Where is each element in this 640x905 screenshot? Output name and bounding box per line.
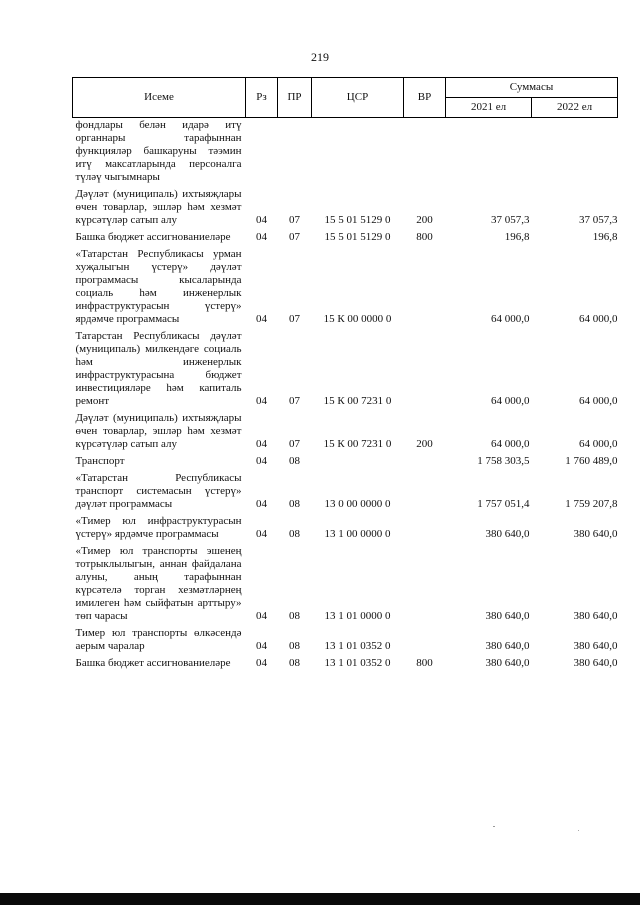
row-vr-cell — [404, 626, 446, 656]
row-rz-cell — [246, 118, 278, 188]
row-vr-cell: 800 — [416, 657, 433, 669]
header-csr: ЦСР — [312, 78, 404, 118]
row-pr-cell: 08 — [289, 498, 300, 510]
row-amount-2022-cell: 37 057,3 — [579, 214, 618, 226]
row-amount-2021-cell: 196,8 — [504, 231, 530, 243]
row-amount-2021-cell: 1 758 303,5 — [477, 455, 530, 467]
row-pr-cell — [278, 118, 312, 188]
row-csr-cell: 13 0 00 0000 0 — [324, 498, 391, 510]
page-number: 219 — [311, 50, 329, 64]
row-csr-cell: 13 1 00 0000 0 — [324, 528, 391, 540]
row-rz-cell: 04 — [256, 640, 267, 652]
table-row — [73, 230, 618, 247]
row-vr-cell: 200 — [416, 438, 433, 450]
row-amount-2022-cell: 64 000,0 — [579, 395, 618, 407]
row-vr-cell — [404, 454, 446, 471]
row-amount-2022-cell: 64 000,0 — [579, 438, 618, 450]
row-vr-cell: 200 — [416, 214, 433, 226]
table-body — [73, 118, 618, 674]
row-amount-2022-cell: 380 640,0 — [573, 657, 618, 669]
row-name-cell: «Татарстан Республикасы транспорт системасын үстерү» дәүләт программасы — [75, 472, 242, 510]
row-name-cell: «Тимер юл транспорты эшенең тотрыклылыгын, аннан файдалана алуны, аның тарафыннан күрсәтелә торган хезмәтләрнең имилеген һәм сыйфатын арттыру» төп чарасы — [75, 545, 242, 622]
table-row — [73, 544, 618, 626]
table-row — [73, 118, 618, 188]
row-vr-cell — [404, 118, 446, 188]
row-rz-cell: 04 — [256, 498, 267, 510]
table-row — [73, 471, 618, 514]
row-amount-2021-cell: 380 640,0 — [485, 528, 530, 540]
row-csr-cell — [312, 118, 404, 188]
row-amount-2022-cell: 196,8 — [592, 231, 618, 243]
row-pr-cell: 07 — [289, 214, 300, 226]
row-name-cell: Транспорт — [75, 455, 125, 467]
table-row — [73, 247, 618, 329]
row-pr-cell: 08 — [289, 657, 300, 669]
row-pr-cell: 07 — [289, 231, 300, 243]
scan-speck — [493, 826, 495, 827]
table-row — [73, 329, 618, 411]
scan-bottom-border — [0, 893, 640, 905]
row-pr-cell: 07 — [289, 395, 300, 407]
row-amount-2021-cell: 64 000,0 — [491, 313, 530, 325]
row-amount-2022-cell: 1 760 489,0 — [565, 455, 618, 467]
row-pr-cell: 08 — [289, 528, 300, 540]
header-year-2021: 2021 ел — [446, 98, 532, 118]
row-amount-2021-cell: 380 640,0 — [485, 640, 530, 652]
row-rz-cell: 04 — [256, 395, 267, 407]
row-name-cell: Башка бюджет ассигнованиеләре — [75, 657, 231, 669]
row-csr-cell: 13 1 01 0352 0 — [324, 640, 391, 652]
row-amount-2022-cell: 380 640,0 — [573, 610, 618, 622]
row-name-cell: Татарстан Республикасы дәүләт (муниципаль) милкендәге социаль һәм инженерлык инфраструктурасына бюджет инвестицияләре һәм капиталь ремонт — [75, 330, 242, 407]
row-vr-cell — [404, 329, 446, 411]
header-sums: Суммасы — [446, 78, 618, 98]
row-csr-cell — [312, 454, 404, 471]
row-amount-2022-cell: 64 000,0 — [579, 313, 618, 325]
header-year-2022: 2022 ел — [532, 98, 618, 118]
row-pr-cell: 07 — [289, 438, 300, 450]
row-vr-cell — [404, 514, 446, 544]
row-csr-cell: 15 5 01 5129 0 — [324, 231, 391, 243]
row-amount-2022-cell: 380 640,0 — [573, 528, 618, 540]
table-row — [73, 656, 618, 673]
row-csr-cell: 15 К 00 7231 0 — [323, 438, 392, 450]
row-vr-cell — [404, 471, 446, 514]
row-csr-cell: 13 1 01 0000 0 — [324, 610, 391, 622]
row-csr-cell: 13 1 01 0352 0 — [324, 657, 391, 669]
row-amount-2021-cell: 380 640,0 — [485, 657, 530, 669]
row-name-cell: Дәүләт (муниципаль) ихтыяҗлары өчен товарлар, эшләр һәм хезмәт күрсәтүләр сатып алу — [75, 188, 242, 226]
table-row — [73, 411, 618, 454]
row-name-cell: «Тимер юл инфраструктурасын үстерү» ярдәмче программасы — [75, 515, 242, 540]
row-amount-2022-cell — [532, 118, 618, 188]
row-rz-cell: 04 — [256, 438, 267, 450]
row-amount-2021-cell: 37 057,3 — [491, 214, 530, 226]
row-rz-cell: 04 — [256, 214, 267, 226]
row-vr-cell — [404, 247, 446, 329]
row-amount-2021-cell: 64 000,0 — [491, 438, 530, 450]
header-vr: ВР — [404, 78, 446, 118]
row-amount-2021-cell: 380 640,0 — [485, 610, 530, 622]
row-rz-cell: 04 — [256, 231, 267, 243]
row-vr-cell: 800 — [416, 231, 433, 243]
row-amount-2021-cell: 64 000,0 — [491, 395, 530, 407]
row-rz-cell: 04 — [256, 657, 267, 669]
row-name-cell: «Татарстан Республикасы урман хуҗалыгын үстерү» дәүләт программасы кысаларында социаль һәм инженерлык инфраструктурасын үстерү» ярдәмче программасы — [75, 248, 242, 325]
table-row — [73, 187, 618, 230]
table-row — [73, 514, 618, 544]
header-name: Исеме — [73, 78, 246, 118]
row-pr-cell: 08 — [289, 640, 300, 652]
header-rz: Рз — [246, 78, 278, 118]
table-header — [73, 78, 618, 118]
row-amount-2022-cell: 1 759 207,8 — [565, 498, 618, 510]
row-csr-cell: 15 5 01 5129 0 — [324, 214, 391, 226]
row-amount-2021-cell — [446, 118, 532, 188]
row-name-cell: Башка бюджет ассигнованиеләре — [75, 231, 231, 243]
row-rz-cell: 04 — [256, 455, 267, 467]
row-amount-2021-cell: 1 757 051,4 — [477, 498, 530, 510]
table-row — [73, 454, 618, 471]
header-pr: ПР — [278, 78, 312, 118]
table-row — [73, 626, 618, 656]
scan-speck — [578, 830, 579, 831]
row-rz-cell: 04 — [256, 528, 267, 540]
row-name-cell: Дәүләт (муниципаль) ихтыяҗлары өчен товарлар, эшләр һәм хезмәт күрсәтүләр сатып алу — [75, 412, 242, 450]
row-name-cell: фондлары белән идарә итү органнары тарафыннан функцияләр башкаруны тәэмин итү максатларында персоналга түләү чыгымнары — [75, 119, 242, 183]
row-vr-cell — [404, 544, 446, 626]
row-rz-cell: 04 — [256, 313, 267, 325]
row-pr-cell: 07 — [289, 313, 300, 325]
budget-table — [72, 77, 618, 673]
row-csr-cell: 15 К 00 0000 0 — [323, 313, 392, 325]
row-amount-2022-cell: 380 640,0 — [573, 640, 618, 652]
row-csr-cell: 15 К 00 7231 0 — [323, 395, 392, 407]
row-pr-cell: 08 — [289, 610, 300, 622]
row-pr-cell: 08 — [289, 455, 300, 467]
row-rz-cell: 04 — [256, 610, 267, 622]
row-name-cell: Тимер юл транспорты өлкәсендә аерым чаралар — [75, 627, 242, 652]
